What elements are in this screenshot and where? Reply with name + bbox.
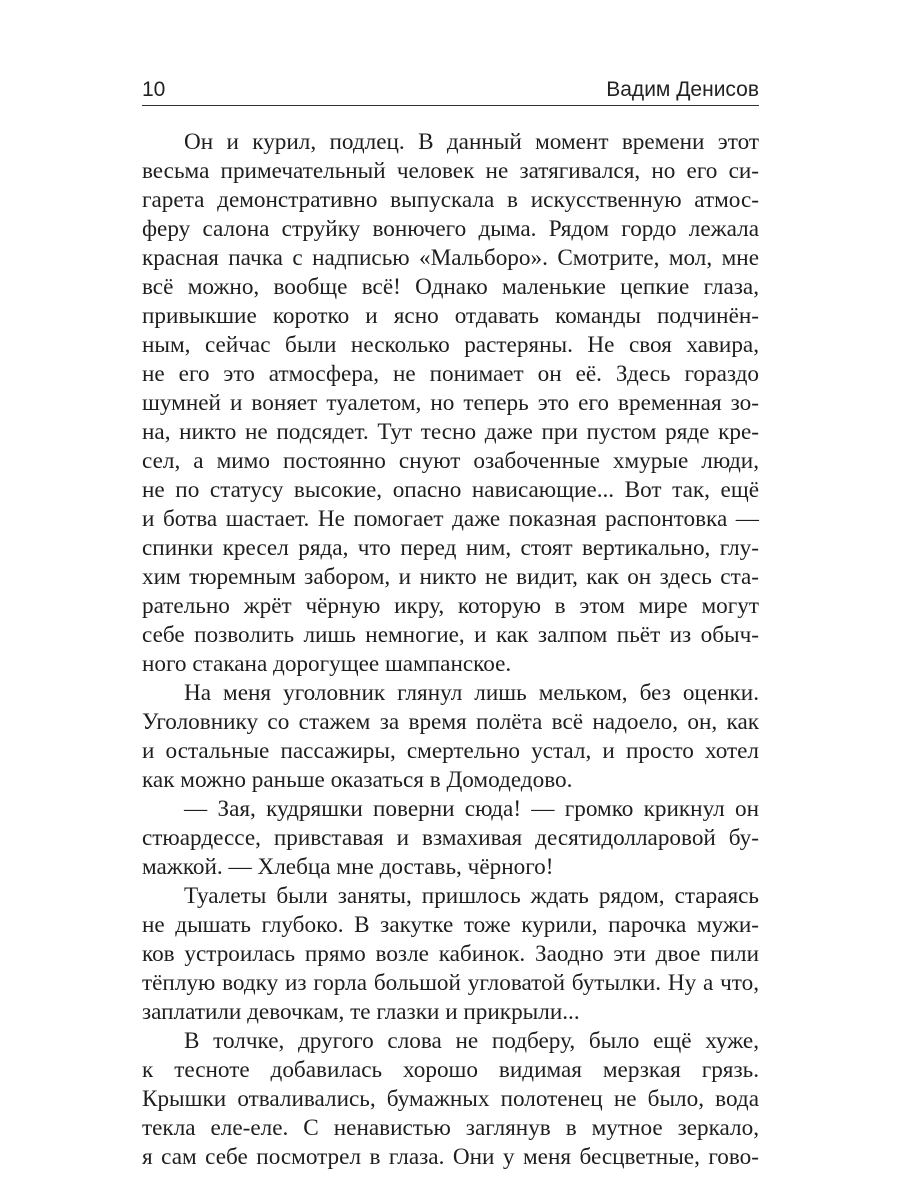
text-line: не по статусу высокие, опасно нависающие... Вот так, ещё [142,477,759,503]
text-line: Крышки отваливались, бумажных полотенец не было, вода [142,1086,759,1112]
text-line: привыкшие коротко и ясно отдавать команды подчинён- [142,303,759,329]
text-line: к тесноте добавилась хорошо видимая мерзкая грязь. [142,1057,759,1083]
text-line: хим тюремным забором, и никто не видит, как он здесь ста- [142,564,759,590]
text-line: всё можно, вообще всё! Однако маленькие цепкие глаза, [142,274,759,300]
text-line: спинки кресел ряда, что перед ним, стоят вертикально, глу- [142,535,759,561]
header-rule [142,105,759,106]
text-line: тёплую водку из горла большой угловатой бутылки. Ну а что, [142,970,759,996]
paragraph [142,1027,759,1172]
text-line: сел, а мимо постоянно снуют озабоченные хмурые люди, [142,448,759,474]
text-line: как можно раньше оказаться в Домодедово. [142,767,573,793]
body-text [142,128,759,1172]
paragraph [142,882,759,1027]
text-line: текла еле-еле. С ненавистью заглянув в мутное зеркало, [142,1115,759,1141]
text-line: Туалеты были заняты, пришлось ждать рядом, стараясь [184,883,759,909]
text-line: гарета демонстративно выпускала в искусственную атмос- [142,187,759,213]
text-line: весьма примечательный человек не затягивался, но его си- [142,158,759,184]
text-line: ков устроилась прямо возле кабинок. Заодно эти двое пили [142,941,759,967]
text-line: не его это атмосфера, не понимает он её. Здесь гораздо [142,361,759,387]
author-name: Вадим Денисов [606,78,759,101]
text-line: стюардессе, привставая и взмахивая десятидолларовой бу- [142,825,759,851]
text-line: На меня уголовник глянул лишь мельком, без оценки. [184,680,759,706]
text-line: феру салона струйку вонючего дыма. Рядом гордо лежала [142,216,759,242]
text-line: рательно жрёт чёрную икру, которую в этом мире могут [142,593,759,619]
text-line: и остальные пассажиры, смертельно устал, и просто хотел [142,738,759,764]
text-line: заплатили девочкам, те глазки и прикрыли... [142,999,580,1025]
text-line: Он и курил, подлец. В данный момент времени этот [184,129,759,155]
text-line: В толчке, другого слова не подберу, было ещё хуже, [184,1028,759,1054]
page-number: 10 [142,78,166,101]
text-line: себе позволить лишь немногие, и как залпом пьёт из обыч- [142,622,759,648]
text-line: ным, сейчас были несколько растеряны. Не своя хавира, [142,332,759,358]
text-line: Уголовнику со стажем за время полёта всё надоело, он, как [142,709,759,735]
text-line: мажкой. — Хлебца мне доставь, чёрного! [142,854,554,880]
running-head [142,74,759,104]
text-line: и ботва шастает. Не помогает даже показная распонтовка — [142,506,759,532]
text-line: не дышать глубоко. В закутке тоже курили, парочка мужи- [142,912,759,938]
paragraph [142,128,759,679]
text-line: ного стакана дорогущее шампанское. [142,651,512,677]
text-line: красная пачка с надписью «Мальборо». Смотрите, мол, мне [142,245,759,271]
text-line: — Зая, кудряшки поверни сюда! — громко крикнул он [184,796,759,822]
text-line: я сам себе посмотрел в глаза. Они у меня бесцветные, гово- [142,1144,759,1170]
text-line: на, никто не подсядет. Тут тесно даже при пустом ряде кре- [142,419,759,445]
paragraph [142,679,759,795]
paragraph [142,795,759,882]
text-line: шумней и воняет туалетом, но теперь это его временная зо- [142,390,759,416]
